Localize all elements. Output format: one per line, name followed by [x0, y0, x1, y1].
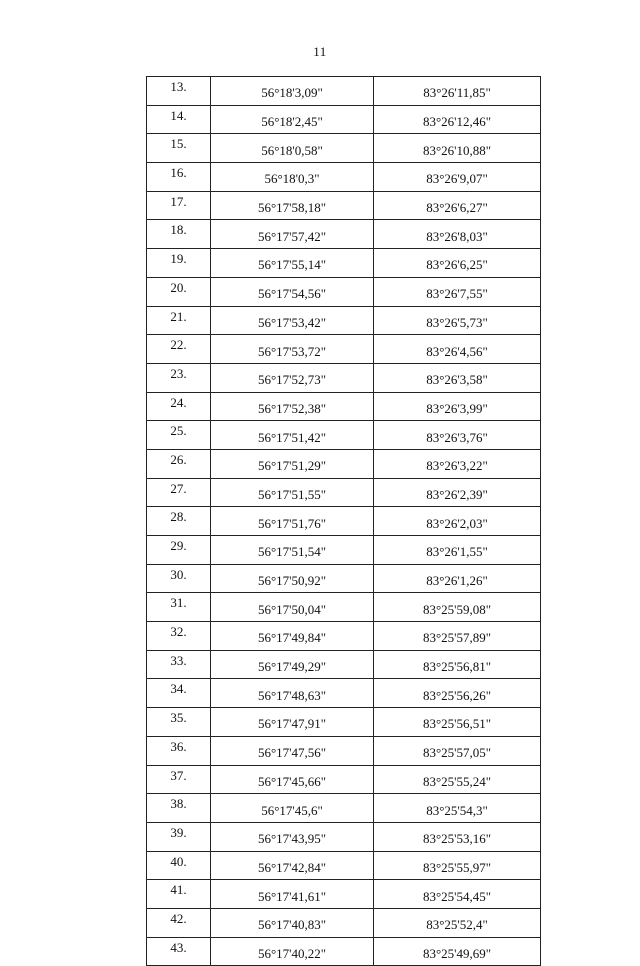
point-number-cell: 25.: [147, 421, 211, 450]
longitude-cell: 83°25'49,69": [374, 937, 541, 966]
latitude-cell: 56°17'43,95": [211, 822, 374, 851]
longitude-cell: 83°25'56,51": [374, 708, 541, 737]
latitude-cell: 56°17'55,14": [211, 249, 374, 278]
table-row: [147, 277, 541, 306]
point-number-cell: 29.: [147, 536, 211, 565]
longitude-cell: 83°25'57,05": [374, 736, 541, 765]
point-number-cell: 30.: [147, 564, 211, 593]
point-number-cell: 28.: [147, 507, 211, 536]
table-row: [147, 679, 541, 708]
latitude-cell: 56°17'41,61": [211, 880, 374, 909]
point-number-cell: 41.: [147, 880, 211, 909]
table-row: [147, 937, 541, 966]
point-number-cell: 14.: [147, 105, 211, 134]
table-row: [147, 249, 541, 278]
table-row: [147, 622, 541, 651]
latitude-cell: 56°17'45,6": [211, 794, 374, 823]
point-number-cell: 27.: [147, 478, 211, 507]
point-number-cell: 39.: [147, 822, 211, 851]
point-number-cell: 33.: [147, 650, 211, 679]
latitude-cell: 56°18'0,58": [211, 134, 374, 163]
latitude-cell: 56°17'57,42": [211, 220, 374, 249]
latitude-cell: 56°17'42,84": [211, 851, 374, 880]
latitude-cell: 56°17'53,42": [211, 306, 374, 335]
point-number-cell: 17.: [147, 191, 211, 220]
point-number-cell: 31.: [147, 593, 211, 622]
point-number-cell: 36.: [147, 736, 211, 765]
longitude-cell: 83°25'54,45": [374, 880, 541, 909]
point-number-cell: 19.: [147, 249, 211, 278]
longitude-cell: 83°26'1,26": [374, 564, 541, 593]
longitude-cell: 83°26'1,55": [374, 536, 541, 565]
table-row: [147, 536, 541, 565]
point-number-cell: 38.: [147, 794, 211, 823]
longitude-cell: 83°26'3,99": [374, 392, 541, 421]
latitude-cell: 56°17'54,56": [211, 277, 374, 306]
latitude-cell: 56°17'40,83": [211, 908, 374, 937]
table-row: [147, 851, 541, 880]
point-number-cell: 16.: [147, 163, 211, 192]
longitude-cell: 83°26'3,22": [374, 449, 541, 478]
table-row: [147, 908, 541, 937]
latitude-cell: 56°17'51,42": [211, 421, 374, 450]
table-row: [147, 335, 541, 364]
latitude-cell: 56°17'40,22": [211, 937, 374, 966]
latitude-cell: 56°17'50,92": [211, 564, 374, 593]
table-row: [147, 306, 541, 335]
table-row: [147, 392, 541, 421]
point-number-cell: 18.: [147, 220, 211, 249]
latitude-cell: 56°17'49,84": [211, 622, 374, 651]
table-row: [147, 822, 541, 851]
coordinates-table: [146, 76, 541, 966]
point-number-cell: 23.: [147, 363, 211, 392]
latitude-cell: 56°17'51,55": [211, 478, 374, 507]
longitude-cell: 83°25'55,24": [374, 765, 541, 794]
table-row: [147, 794, 541, 823]
longitude-cell: 83°26'7,55": [374, 277, 541, 306]
longitude-cell: 83°25'59,08": [374, 593, 541, 622]
point-number-cell: 43.: [147, 937, 211, 966]
latitude-cell: 56°17'53,72": [211, 335, 374, 364]
longitude-cell: 83°25'56,81": [374, 650, 541, 679]
longitude-cell: 83°26'2,39": [374, 478, 541, 507]
longitude-cell: 83°26'4,56": [374, 335, 541, 364]
table-row: [147, 134, 541, 163]
longitude-cell: 83°26'6,27": [374, 191, 541, 220]
longitude-cell: 83°26'3,58": [374, 363, 541, 392]
table-row: [147, 880, 541, 909]
table-row: [147, 105, 541, 134]
latitude-cell: 56°18'2,45": [211, 105, 374, 134]
table-row: [147, 708, 541, 737]
longitude-cell: 83°26'11,85": [374, 77, 541, 106]
point-number-cell: 13.: [147, 77, 211, 106]
point-number-cell: 20.: [147, 277, 211, 306]
latitude-cell: 56°18'0,3": [211, 163, 374, 192]
point-number-cell: 35.: [147, 708, 211, 737]
point-number-cell: 32.: [147, 622, 211, 651]
longitude-cell: 83°26'12,46": [374, 105, 541, 134]
longitude-cell: 83°26'8,03": [374, 220, 541, 249]
point-number-cell: 42.: [147, 908, 211, 937]
longitude-cell: 83°25'56,26": [374, 679, 541, 708]
latitude-cell: 56°17'48,63": [211, 679, 374, 708]
longitude-cell: 83°25'54,3": [374, 794, 541, 823]
longitude-cell: 83°25'53,16": [374, 822, 541, 851]
latitude-cell: 56°17'50,04": [211, 593, 374, 622]
longitude-cell: 83°25'57,89": [374, 622, 541, 651]
latitude-cell: 56°17'47,56": [211, 736, 374, 765]
longitude-cell: 83°26'5,73": [374, 306, 541, 335]
table-row: [147, 478, 541, 507]
table-row: [147, 507, 541, 536]
latitude-cell: 56°17'52,38": [211, 392, 374, 421]
point-number-cell: 24.: [147, 392, 211, 421]
table-row: [147, 421, 541, 450]
point-number-cell: 21.: [147, 306, 211, 335]
latitude-cell: 56°17'51,54": [211, 536, 374, 565]
longitude-cell: 83°25'52,4": [374, 908, 541, 937]
longitude-cell: 83°26'3,76": [374, 421, 541, 450]
longitude-cell: 83°26'10,88": [374, 134, 541, 163]
table-row: [147, 449, 541, 478]
table-row: [147, 363, 541, 392]
latitude-cell: 56°17'52,73": [211, 363, 374, 392]
latitude-cell: 56°18'3,09": [211, 77, 374, 106]
latitude-cell: 56°17'49,29": [211, 650, 374, 679]
table-row: [147, 564, 541, 593]
point-number-cell: 40.: [147, 851, 211, 880]
coordinates-table-body: [147, 77, 541, 966]
table-row: [147, 220, 541, 249]
page-number: 11: [313, 44, 327, 59]
table-row: [147, 736, 541, 765]
point-number-cell: 15.: [147, 134, 211, 163]
latitude-cell: 56°17'51,29": [211, 449, 374, 478]
longitude-cell: 83°25'55,97": [374, 851, 541, 880]
table-row: [147, 77, 541, 106]
table-row: [147, 765, 541, 794]
longitude-cell: 83°26'6,25": [374, 249, 541, 278]
point-number-cell: 34.: [147, 679, 211, 708]
latitude-cell: 56°17'51,76": [211, 507, 374, 536]
latitude-cell: 56°17'58,18": [211, 191, 374, 220]
longitude-cell: 83°26'9,07": [374, 163, 541, 192]
longitude-cell: 83°26'2,03": [374, 507, 541, 536]
latitude-cell: 56°17'45,66": [211, 765, 374, 794]
point-number-cell: 22.: [147, 335, 211, 364]
latitude-cell: 56°17'47,91": [211, 708, 374, 737]
table-row: [147, 650, 541, 679]
table-row: [147, 163, 541, 192]
point-number-cell: 26.: [147, 449, 211, 478]
point-number-cell: 37.: [147, 765, 211, 794]
table-row: [147, 191, 541, 220]
table-row: [147, 593, 541, 622]
